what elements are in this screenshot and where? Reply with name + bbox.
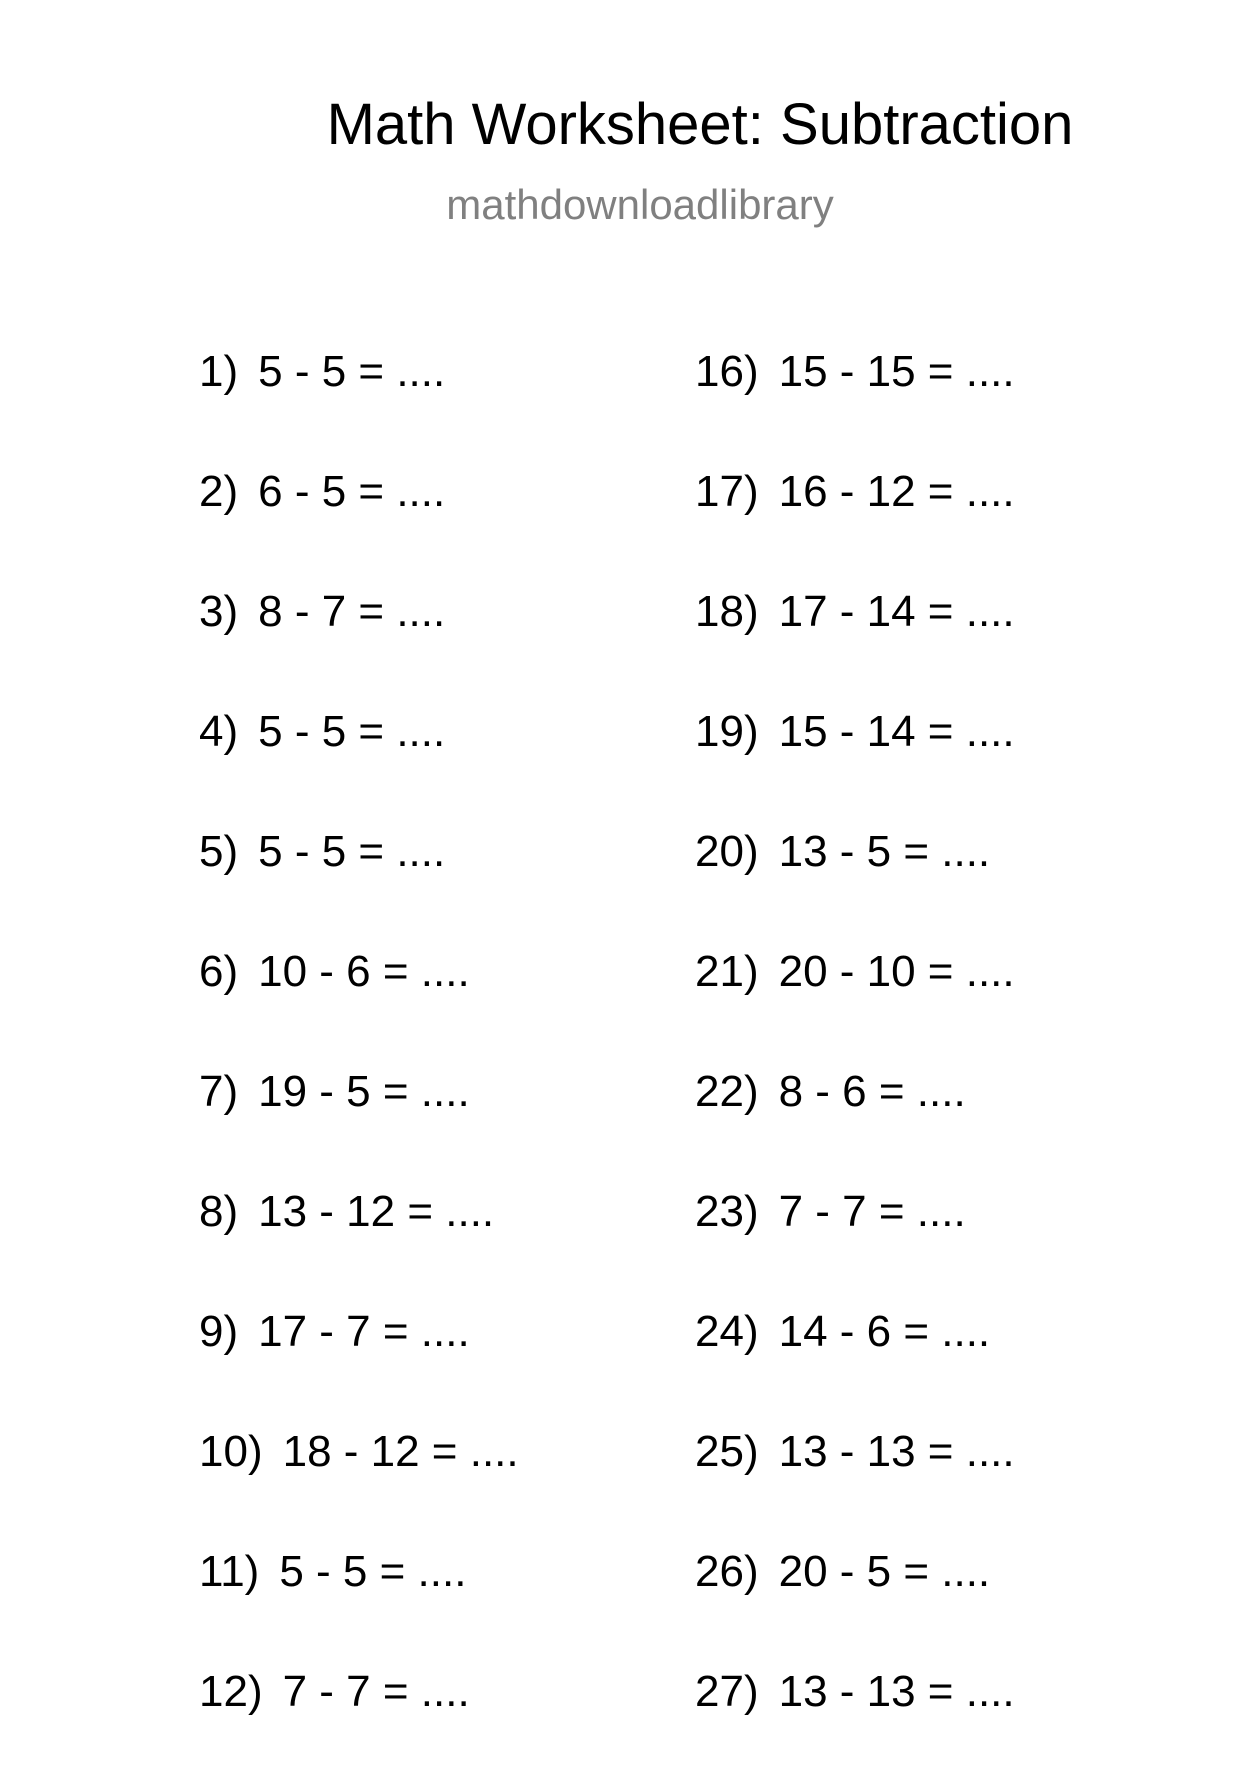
problem-item bbox=[199, 1547, 519, 1670]
problem-expression: 13 - 13 = .... bbox=[778, 1427, 1015, 1476]
problem-item bbox=[199, 827, 519, 950]
problem-item bbox=[695, 1547, 1015, 1670]
worksheet-title: Math Worksheet: Subtraction bbox=[326, 92, 1074, 157]
problem-number: 20) bbox=[695, 827, 759, 876]
problem-expression: 5 - 5 = .... bbox=[258, 827, 446, 876]
problem-item bbox=[199, 347, 519, 470]
problem-number: 16) bbox=[695, 347, 759, 396]
problem-expression: 7 - 7 = .... bbox=[282, 1667, 470, 1716]
worksheet-subtitle: mathdownloadlibrary bbox=[446, 181, 834, 228]
problem-expression: 17 - 14 = .... bbox=[778, 587, 1015, 636]
problems-right-column bbox=[695, 347, 1015, 1790]
problem-item bbox=[199, 1307, 519, 1430]
problem-number: 19) bbox=[695, 707, 759, 756]
problem-item bbox=[695, 347, 1015, 470]
problems-left-column bbox=[199, 347, 519, 1790]
problem-item bbox=[199, 1067, 519, 1190]
problem-expression: 10 - 6 = .... bbox=[258, 947, 470, 996]
problem-expression: 14 - 6 = .... bbox=[778, 1307, 991, 1356]
problem-expression: 18 - 12 = .... bbox=[282, 1427, 519, 1476]
problem-item bbox=[695, 827, 1015, 950]
problem-item bbox=[199, 947, 519, 1070]
problem-expression: 5 - 5 = .... bbox=[279, 1547, 467, 1596]
problem-expression: 13 - 13 = .... bbox=[778, 1667, 1015, 1716]
problem-number: 17) bbox=[695, 467, 759, 516]
problem-number: 6) bbox=[199, 947, 239, 996]
problem-number: 3) bbox=[199, 587, 239, 636]
problem-expression: 6 - 5 = .... bbox=[258, 467, 446, 516]
problem-item bbox=[695, 947, 1015, 1070]
problem-number: 25) bbox=[695, 1427, 759, 1476]
problem-item bbox=[199, 1187, 519, 1310]
problem-expression: 15 - 14 = .... bbox=[778, 707, 1015, 756]
problem-number: 23) bbox=[695, 1187, 759, 1236]
problem-number: 11) bbox=[199, 1547, 260, 1596]
problem-expression: 13 - 5 = .... bbox=[778, 827, 991, 876]
problem-expression: 5 - 5 = .... bbox=[258, 347, 446, 396]
problem-number: 4) bbox=[199, 707, 239, 756]
problem-number: 9) bbox=[199, 1307, 239, 1356]
problem-number: 5) bbox=[199, 827, 239, 876]
problem-expression: 7 - 7 = .... bbox=[778, 1187, 966, 1236]
problem-number: 22) bbox=[695, 1067, 759, 1116]
problem-expression: 16 - 12 = .... bbox=[778, 467, 1015, 516]
problem-expression: 17 - 7 = .... bbox=[258, 1307, 470, 1356]
problem-item bbox=[695, 1427, 1015, 1550]
problem-item bbox=[199, 1667, 519, 1790]
problem-item bbox=[695, 1067, 1015, 1190]
problem-expression: 8 - 6 = .... bbox=[778, 1067, 966, 1116]
problem-item bbox=[199, 1427, 519, 1550]
problem-number: 21) bbox=[695, 947, 759, 996]
problem-expression: 15 - 15 = .... bbox=[778, 347, 1015, 396]
problem-item bbox=[695, 1667, 1015, 1790]
problem-number: 8) bbox=[199, 1187, 239, 1236]
problem-number: 27) bbox=[695, 1667, 759, 1716]
problem-number: 18) bbox=[695, 587, 759, 636]
problem-item bbox=[695, 707, 1015, 830]
problem-item bbox=[695, 1307, 1015, 1430]
problem-item bbox=[695, 467, 1015, 590]
problem-expression: 20 - 5 = .... bbox=[778, 1547, 991, 1596]
problem-number: 2) bbox=[199, 467, 239, 516]
problem-expression: 5 - 5 = .... bbox=[258, 707, 446, 756]
problem-number: 1) bbox=[199, 347, 239, 396]
problem-item bbox=[695, 587, 1015, 710]
problem-item bbox=[199, 587, 519, 710]
problem-number: 12) bbox=[199, 1667, 263, 1716]
problem-number: 24) bbox=[695, 1307, 759, 1356]
problem-expression: 8 - 7 = .... bbox=[258, 587, 446, 636]
problem-expression: 13 - 12 = .... bbox=[258, 1187, 495, 1236]
problem-number: 7) bbox=[199, 1067, 239, 1116]
problem-number: 10) bbox=[199, 1427, 263, 1476]
problem-expression: 19 - 5 = .... bbox=[258, 1067, 470, 1116]
problem-item bbox=[199, 467, 519, 590]
problem-item bbox=[695, 1187, 1015, 1310]
problem-item bbox=[199, 707, 519, 830]
problem-number: 26) bbox=[695, 1547, 759, 1596]
problem-expression: 20 - 10 = .... bbox=[778, 947, 1015, 996]
